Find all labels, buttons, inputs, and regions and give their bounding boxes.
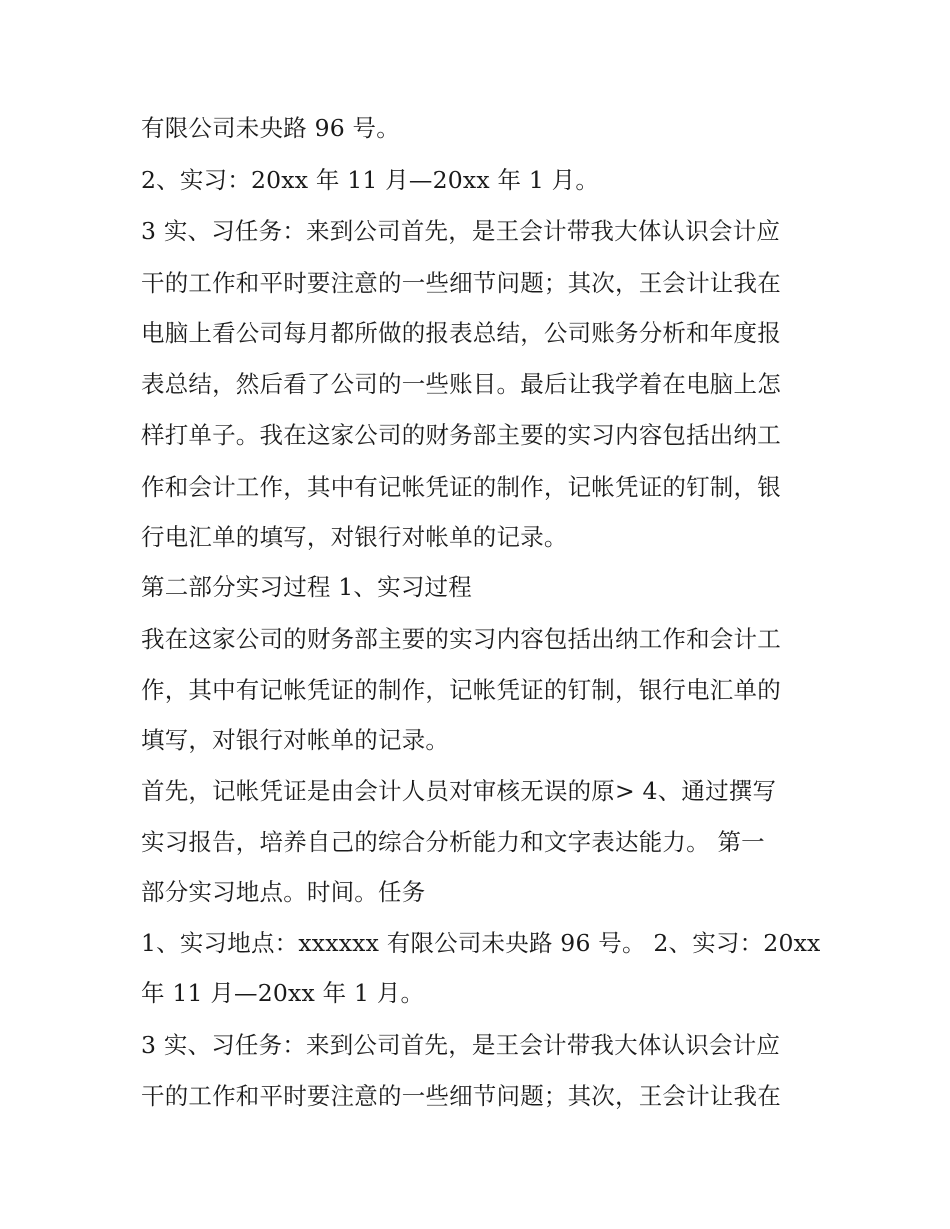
section-heading: 第二部分实习过程 1、实习过程 [141,573,472,601]
text-line: 年 11 月—20xx 年 1 月。 [141,979,425,1007]
text-line: 干的工作和平时要注意的一些细节问题；其次，王会计让我在 [141,269,781,297]
text-line: 表总结，然后看了公司的一些账目。最后让我学着在电脑上怎 [141,370,781,398]
text-line: 电脑上看公司每月都所做的报表总结，公司账务分析和年度报 [141,319,781,347]
text-line: 样打单子。我在这家公司的财务部主要的实习内容包括出纳工 [141,421,781,449]
text-line: 3 实、习任务：来到公司首先，是王会计带我大体认识会计应 [141,217,781,245]
text-line: 作和会计工作，其中有记帐凭证的制作，记帐凭证的钉制，银 [141,473,781,501]
text-line: 实习报告，培养自己的综合分析能力和文字表达能力。 第一 [141,828,765,856]
text-line: 2、实习：20xx 年 11 月—20xx 年 1 月。 [141,166,600,194]
text-line: 首先，记帐凭证是由会计人员对审核无误的原> 4、通过撰写 [141,777,777,805]
text-line: 作，其中有记帐凭证的制作，记帐凭证的钉制，银行电汇单的 [141,676,781,704]
text-line: 部分实习地点。时间。任务 [141,878,426,906]
text-line: 我在这家公司的财务部主要的实习内容包括出纳工作和会计工 [141,625,781,653]
text-line: 1、实习地点：xxxxxx 有限公司未央路 96 号。 2、实习：20xx [141,929,821,957]
text-line: 行电汇单的填写，对银行对帐单的记录。 [141,523,568,551]
text-line: 填写，对银行对帐单的记录。 [141,726,450,754]
text-line: 干的工作和平时要注意的一些细节问题；其次，王会计让我在 [141,1082,781,1110]
text-line: 有限公司未央路 96 号。 [141,114,400,142]
text-line: 3 实、习任务：来到公司首先，是王会计带我大体认识会计应 [141,1031,781,1059]
